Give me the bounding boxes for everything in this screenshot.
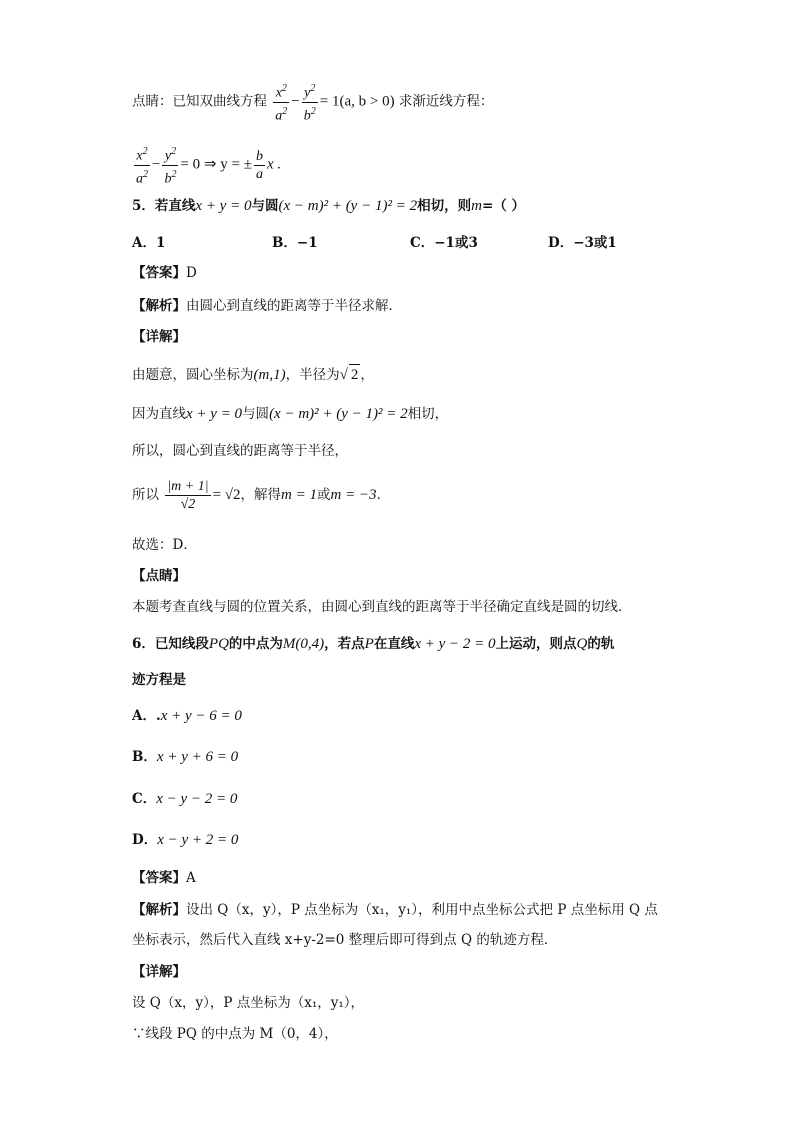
q6-analysis xyxy=(132,900,658,920)
q5-circle-eq: (x − m)² + (y − 1)² = 2 xyxy=(278,198,418,214)
answer-tag: 【答案】 xyxy=(132,265,186,281)
q5-option-a[interactable]: A．1 xyxy=(132,235,166,251)
q6-stem-a: 6．已知线段 xyxy=(132,636,209,652)
option-letter: B． xyxy=(132,749,157,765)
option-eq: x + y − 6 = 0 xyxy=(160,708,242,724)
q5-line-eq: x + y = 0 xyxy=(195,198,252,214)
q6-option-d[interactable] xyxy=(132,830,238,850)
question-6-stem xyxy=(132,634,614,654)
q6-analysis-cont: 坐标表示，然后代入直线 x+y-2=0 整理后即可得到点 Q 的轨迹方程． xyxy=(132,932,558,948)
fraction-x2-a2-b: $\frac{x^2}{a^2}$ xyxy=(134,143,150,187)
q5-analysis xyxy=(132,296,402,316)
d1-a: 由题意，圆心坐标为 xyxy=(132,367,254,383)
tip-label: 点睛：已知双曲线方程 xyxy=(132,93,267,110)
d1-c: ， xyxy=(360,367,374,383)
q5-stem-a: 5．若直线 xyxy=(132,198,196,214)
fraction-x2-a2: $\frac{x^2}{a^2}$ xyxy=(273,80,289,124)
q6-stem-c: ，若点 xyxy=(324,636,365,652)
option-eq: x + y + 6 = 0 xyxy=(156,749,239,765)
q6-answer xyxy=(132,868,196,888)
q6-detail-line-2: ∵线段 PQ 的中点为 M（0，4）， xyxy=(132,1026,338,1042)
d4-end: ． xyxy=(376,487,391,503)
q5-option-c[interactable]: C．−1或3 xyxy=(410,235,478,251)
fraction-y2-b2: $\frac{y^2}{b^2}$ xyxy=(302,80,318,124)
d2-line-eq: x + y = 0 xyxy=(186,406,243,422)
d2-a: 因为直线 xyxy=(132,406,186,422)
q5-option-d[interactable]: D．−3或1 xyxy=(548,235,617,251)
fraction-b-a: $\frac{b}{a}$ xyxy=(255,148,263,182)
d4-a: 所以 xyxy=(132,487,159,503)
q6-stem-f: 的轨 xyxy=(587,636,615,652)
q6-stem-e: 上运动，则点 xyxy=(495,636,577,652)
q6-stem-b: 的中点为 xyxy=(228,636,283,652)
q6-stem-d: 在直线 xyxy=(373,636,415,652)
q5-detail-line-3: 所以，圆心到直线的距离等于半径， xyxy=(132,443,348,459)
q5-detail-tag: 【详解】 xyxy=(132,329,186,345)
asymptote-equation: $\frac{x^2}{a^2}$ − $\frac{y^2}{b^2}$ = 0 ⇒ y = ± $\frac{b}{a}$ x . xyxy=(132,143,281,187)
q5-stem-c: 相切，则 xyxy=(417,198,472,214)
q6-mid: M(0,4) xyxy=(282,636,325,652)
q5-option-b[interactable]: B．−1 xyxy=(272,235,318,251)
option-eq: x − y + 2 = 0 xyxy=(157,832,239,848)
tip-hyperbola-line: 点睛：已知双曲线方程 $\frac{x^2}{a^2}$ − $\frac{y^2}{b^2}$ = 1(a, b > 0) 求渐近线方程： xyxy=(132,80,493,124)
hyperbola-eq-rest: = 1(a, b > 0) xyxy=(319,93,395,110)
q5-stem-d: =（ ） xyxy=(481,198,525,214)
asymptote-eq-tail: x . xyxy=(266,156,282,173)
option-letter: A．. xyxy=(132,708,161,724)
option-letter: D． xyxy=(132,832,158,848)
q6-q: Q xyxy=(576,636,588,652)
q6-option-a[interactable] xyxy=(132,706,242,726)
q6-line: x + y − 2 = 0 xyxy=(414,636,496,652)
asymptote-eq-mid: = 0 ⇒ y = ± xyxy=(180,156,252,173)
answer-value: A xyxy=(186,870,196,886)
q5-stem-b: 与圆 xyxy=(251,198,279,214)
center-coord: (m,1) xyxy=(253,367,286,383)
q6-detail-line-1: 设 Q（x，y），P 点坐标为（x₁，y₁）， xyxy=(132,995,365,1011)
d4-b: ，解得 xyxy=(240,487,282,503)
question-6-stem-cont: 迹方程是 xyxy=(132,672,186,688)
answer-tag: 【答案】 xyxy=(132,870,186,886)
analysis-tag: 【解析】 xyxy=(132,298,186,314)
q5-tip-tag: 【点睛】 xyxy=(132,568,186,584)
distance-fraction: $\frac{|m + 1|}{√2}$ xyxy=(167,479,209,512)
answer-value: D xyxy=(186,265,197,281)
sqrt-two: 2 xyxy=(349,364,361,385)
q5-detail-line-2 xyxy=(132,404,448,424)
q5-answer xyxy=(132,263,197,283)
q5-var: m xyxy=(471,198,482,214)
analysis-text-1: 设出 Q（x，y），P 点坐标为（x₁，y₁），利用中点坐标公式把 P 点坐标用 Q 点 xyxy=(186,902,658,918)
q6-option-c[interactable] xyxy=(132,789,237,809)
result-1: m = 1 xyxy=(281,487,317,503)
analysis-text: 由圆心到直线的距离等于半径求解． xyxy=(186,298,402,314)
option-eq: x − y − 2 = 0 xyxy=(156,791,238,807)
question-5-stem xyxy=(132,196,525,216)
q5-detail-line-4 xyxy=(132,478,390,513)
d1-b: ，半径为 xyxy=(285,367,340,383)
analysis-tag: 【解析】 xyxy=(132,902,186,918)
d2-circle-eq: (x − m)² + (y − 1)² = 2 xyxy=(269,406,408,422)
q5-choose: 故选：D． xyxy=(132,537,197,553)
q5-tip-text: 本题考查直线与圆的位置关系，由圆心到直线的距离等于半径确定直线是圆的切线． xyxy=(132,599,632,615)
distance-numerator: |m + 1| xyxy=(167,479,209,494)
tip-tail: 求渐近线方程： xyxy=(398,93,494,110)
q6-pt: P xyxy=(364,636,374,652)
q6-detail-tag: 【详解】 xyxy=(132,964,186,980)
q6-option-b[interactable] xyxy=(132,747,238,767)
d2-b: 与圆 xyxy=(242,406,270,422)
q5-detail-line-1: 由题意，圆心坐标为(m,1)，半径为√ 2 ， xyxy=(132,364,374,385)
d2-c: 相切， xyxy=(407,406,449,422)
d4-or: 或 xyxy=(316,487,331,503)
distance-equals: = √2 xyxy=(212,487,241,503)
result-2: m = −3 xyxy=(330,487,377,503)
fraction-y2-b2-b: $\frac{y^2}{b^2}$ xyxy=(162,143,178,187)
q6-seg: PQ xyxy=(208,636,229,652)
option-letter: C． xyxy=(132,791,157,807)
